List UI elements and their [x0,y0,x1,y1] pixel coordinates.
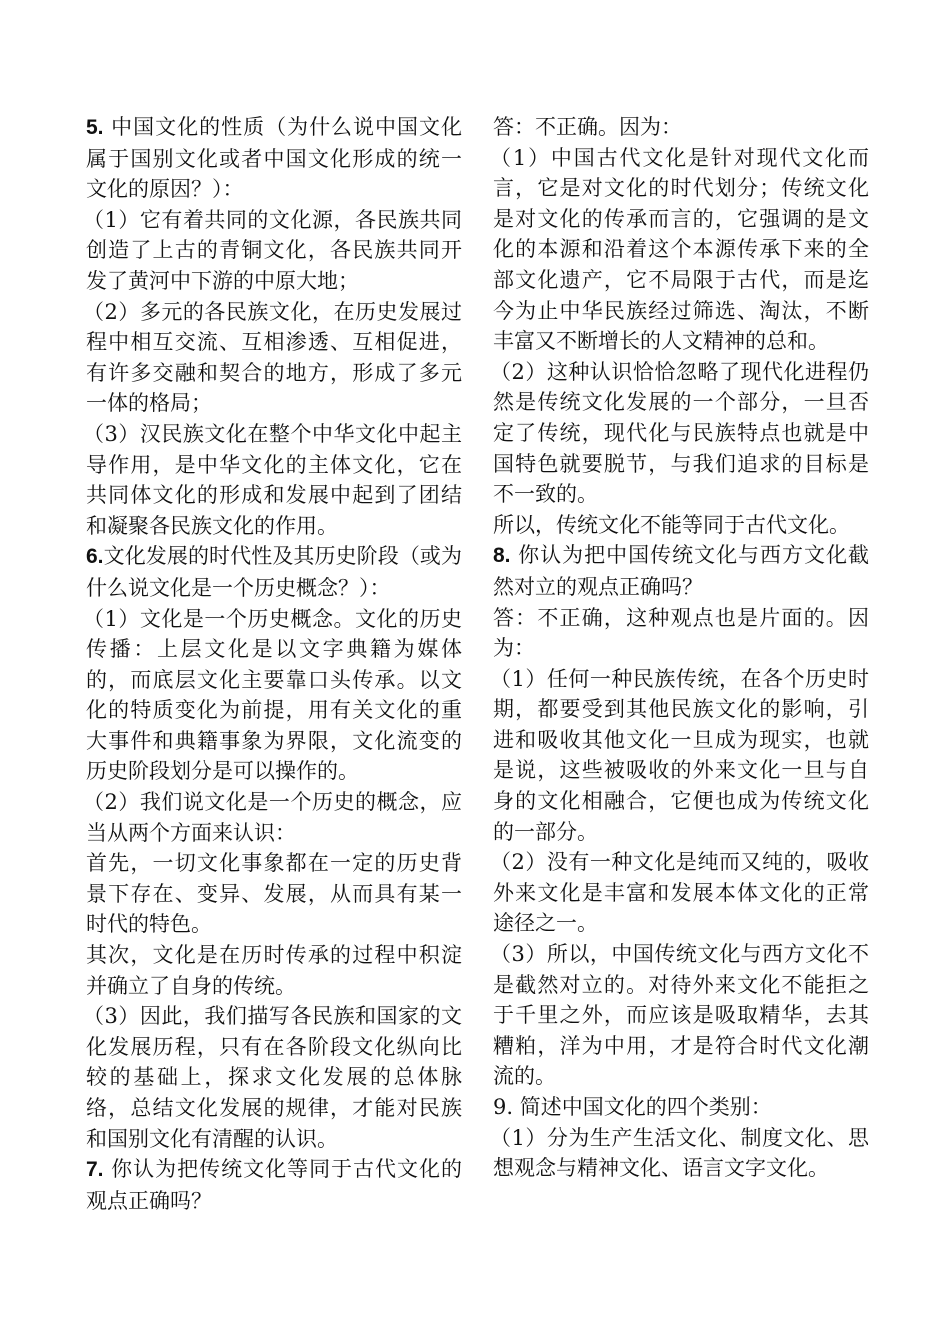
q7-answer-point-2: （2）这种认识恰恰忽略了现代化进程仍然是传统文化发展的一个部分，一旦否定了传统，现代化与民族特点也就是中国特色就要脱节，与我们追求的目标是不一致的。 [490,359,869,507]
q7-number: 7. [86,1158,104,1182]
q6-point-second: 其次，文化是在历时传承的过程中积淀并确立了自身的传统。 [86,943,462,998]
q6-point-first: 首先，一切文化事象都在一定的历史背景下存在、变异、发展，从而具有某一时代的特色。 [86,851,462,937]
q7-heading [86,1154,462,1216]
q9-point-1: （1）分为生产生活文化、制度文化、思想观念与精神文化、语言文字文化。 [490,1125,869,1181]
q7-answer-intro: 答：不正确。因为： [493,115,682,139]
q6-point-2: （2）我们说文化是一个历史的概念，应当从两个方面来认识： [83,790,462,845]
q7-title: 你认为把传统文化等同于古代文化的观点正确吗？ [86,1157,462,1213]
q9-heading: 9. 简述中国文化的四个类别： [493,1095,772,1119]
q5-point-2: （2）多元的各民族文化，在历史发展过程中相互交流、互相渗透、互相促进，有许多交融和契合的地方，形成了多元一体的格局； [83,299,462,416]
q8-heading [493,540,869,602]
q7-answer-conclusion: 所以，传统文化不能等同于古代文化。 [493,512,850,537]
q5-point-1: （1）它有着共同的文化源，各民族共同创造了上古的青铜文化，各民族共同开发了黄河中下游的中原大地； [83,207,462,293]
q7-answer-point-1: （1）中国古代文化是针对现代文化而言，它是对文化的时代划分；传统文化是对文化的传承而言的，它强调的是文化的本源和沿着这个本源传承下来的全部文化遗产，它不局限于古代，而是迄今为止中华民族经过筛选、淘汰，不断丰富又不断增长的人文精神的总和。 [490,145,869,354]
left-column [83,112,462,1216]
q8-point-3: （3）所以，中国传统文化与西方文化不是截然对立的。对待外来文化不能拒之于千里之外，而应该是吸取精华，去其糟粕，洋为中用，才是符合时代文化潮流的。 [490,942,869,1089]
q6-number: 6. [86,545,104,569]
q5-number: 5. [86,116,104,139]
q6-point-3: （3）因此，我们描写各民族和国家的文化发展历程，只有在各阶段文化纵向比较的基础上，探求文化发展的总体脉络，总结文化发展的规律，才能对民族和国别文化有清醒的认识。 [83,1004,462,1151]
q6-heading [86,541,462,603]
right-column [490,112,869,1184]
q5-heading [86,112,462,205]
q5-title: 中国文化的性质（为什么说中国文化属于国别文化或者中国文化形成的统一文化的原因？）： [86,115,462,202]
q8-point-2: （2）没有一种文化是纯而又纯的，吸收外来文化是丰富和发展本体文化的正常途径之一。 [490,850,869,936]
q6-point-1: （1）文化是一个历史概念。文化的历史传播：上层文化是以文字典籍为媒体的，而底层文化主要靠口头传承。以文化的特质变化为前提，用有关文化的重大事件和典籍事象为界限，文化流变的历史阶段划分是可以操作的。 [83,606,462,784]
q8-title: 你认为把中国传统文化与西方文化截然对立的观点正确吗？ [493,543,869,599]
q8-number: 8. [493,544,511,568]
q8-point-1: （1）任何一种民族传统，在各个历史时期，都要受到其他民族文化的影响，引进和吸收其他文化一旦成为现实，也就是说，这些被吸收的外来文化一旦与自身的文化相融合，它便也成为传统文化的一部分。 [490,666,869,844]
q6-title: 文化发展的时代性及其历史阶段（或为什么说文化是一个历史概念？）： [86,544,462,600]
q5-point-3: （3）汉民族文化在整个中华文化中起主导作用，是中华文化的主体文化，它在共同体文化的形成和发展中起到了团结和凝聚各民族文化的作用。 [83,421,462,538]
q8-answer-intro: 答：不正确，这种观点也是片面的。因为： [493,605,869,661]
